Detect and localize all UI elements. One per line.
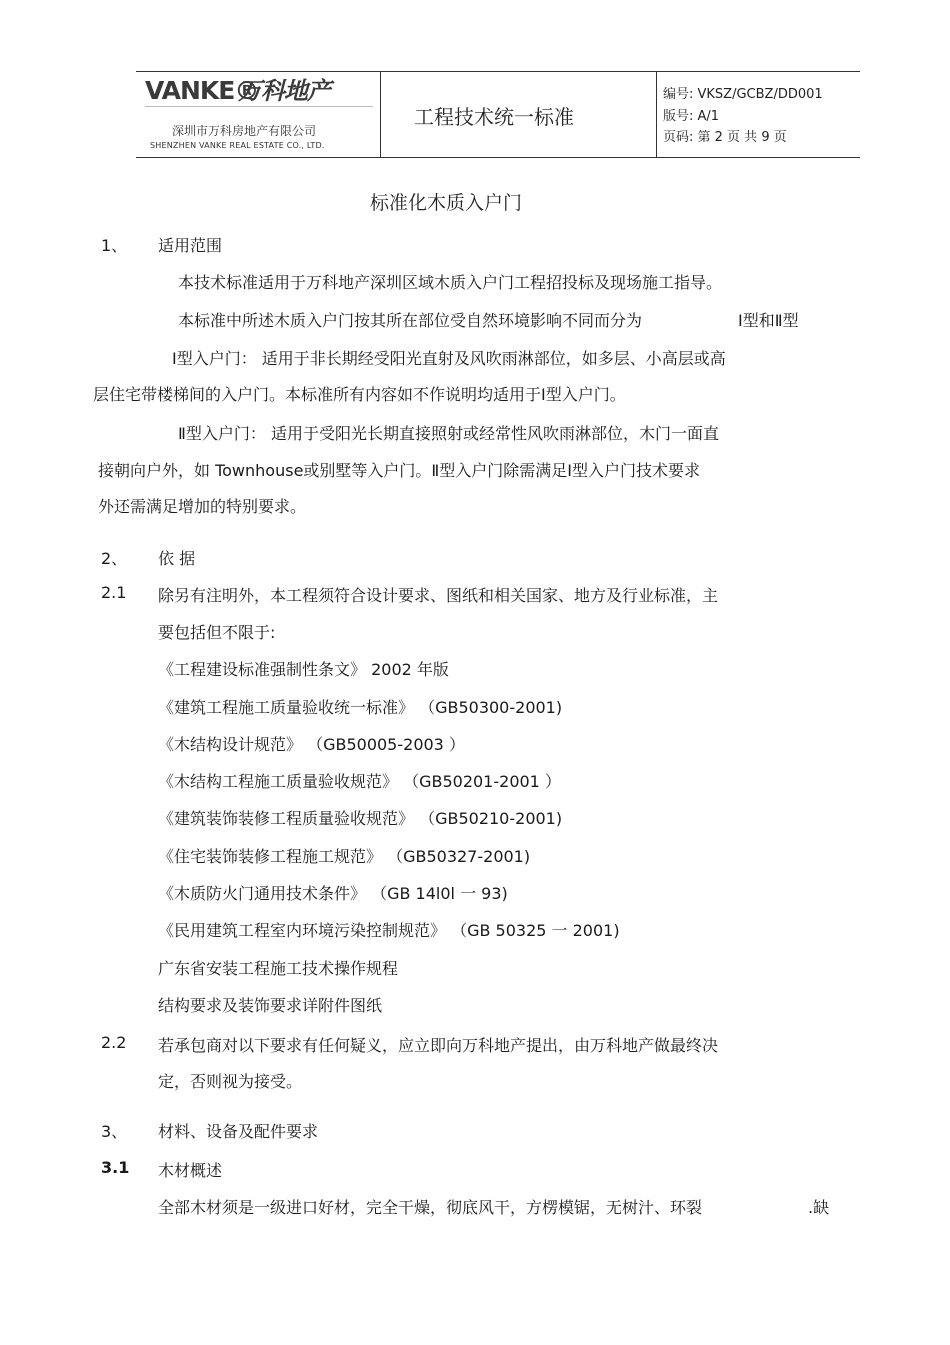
section-3-1-title: 木材概述 [158,1161,223,1180]
paragraph-types-tail: Ⅰ型和Ⅱ型 [738,311,799,330]
section-3-1-text: 全部木材须是一级进口好材，完全干燥，彻底风干，方楞模锯，无树汁、环裂 [158,1198,703,1217]
header-top-rule [136,71,860,72]
section-2-1-number: 2.1 [101,583,127,602]
section-3-1-number: 3.1 [101,1158,130,1177]
reference-item: 《木质防火门通用技术条件》 （GB 14l0l 一 93) [158,884,508,903]
reference-item: 《木结构工程施工质量验收规范》 （GB50201-2001 ） [158,772,561,791]
vanke-logo [145,76,373,106]
type1-line-2: 层住宅带楼梯间的入户门。本标准所有内容如不作说明均适用于Ⅰ型入户门。 [93,385,626,404]
paragraph-scope: 本技术标准适用于万科地产深圳区域木质入户门工程招投标及现场施工指导。 [178,273,723,292]
reference-item: 《木结构设计规范》 （GB50005-2003 ） [158,735,465,754]
section-2-2-number: 2.2 [101,1033,127,1052]
reference-item: 《民用建筑工程室内环境污染控制规范》 （GB 50325 一 2001) [158,921,620,940]
section-3-1-text-tail: .缺 [808,1198,830,1217]
type2-line-1: Ⅱ型入户门： 适用于受阳光长期直接照射或经常性风吹雨淋部位，木门一面直 [178,424,719,443]
section-2-title: 依 据 [158,549,196,568]
reference-item: 《工程建设标准强制性条文》 2002 年版 [158,660,449,679]
reference-item: 《住宅装饰装修工程施工规范》 （GB50327-2001) [158,847,531,866]
reference-item: 《建筑装饰装修工程质量验收规范》 （GB50210-2001) [158,809,563,828]
section-3-title: 材料、设备及配件要求 [158,1122,319,1141]
section-2-2-line-1: 若承包商对以下要求有任何疑义，应立即向万科地产提出，由万科地产做最终决 [158,1036,719,1055]
section-2-number: 2、 [101,549,128,568]
company-name-en: SHENZHEN VANKE REAL ESTATE CO., LTD. [150,141,325,150]
section-2-2-line-2: 定，否则视为接受。 [158,1072,303,1091]
company-name-cn: 深圳市万科房地产有限公司 [172,124,317,138]
type2-line-3: 外还需满足增加的特别要求。 [98,497,307,516]
section-3-number: 3、 [101,1122,128,1141]
section-2-1-line-1: 除另有注明外，本工程须符合设计要求、图纸和相关国家、地方及行业标准，主 [158,586,719,605]
document-title: 标准化木质入户门 [370,192,523,214]
logo-underline [145,106,373,107]
section-2-1-line-2: 要包括但不限于: [158,623,276,642]
reference-item: 《建筑工程施工质量验收统一标准》 （GB50300-2001) [158,698,563,717]
header-bottom-rule [136,157,860,158]
reference-item: 广东省安装工程施工技术操作规程 [158,959,399,978]
section-1-number: 1、 [101,236,128,255]
doc-version: 版号: A/1 [663,109,720,124]
type1-line-1: Ⅰ型入户门： 适用于非长期经受阳光直射及风吹雨淋部位，如多层、小高层或高 [172,349,726,368]
standard-title: 工程技术统一标准 [414,105,574,129]
header-divider-left [380,71,381,158]
section-1-title: 适用范围 [158,236,223,255]
type2-line-2: 接朝向户外，如 Townhouse或别墅等入户门。Ⅱ型入户门除需满足Ⅰ型入户门技术要求 [98,461,701,480]
page-number: 页码: 第 2 页 共 9 页 [663,130,787,145]
paragraph-types: 本标准中所述木质入户门按其所在部位受自然环境影响不同而分为 [178,311,643,330]
reference-item: 结构要求及装饰要求详附件图纸 [158,996,383,1015]
logo-english: VANKE® [145,76,259,105]
doc-code: 编号: VKSZ/GCBZ/DD001 [663,87,823,102]
logo-chinese: 万科地产 [238,77,330,105]
header-divider-right [656,71,657,158]
